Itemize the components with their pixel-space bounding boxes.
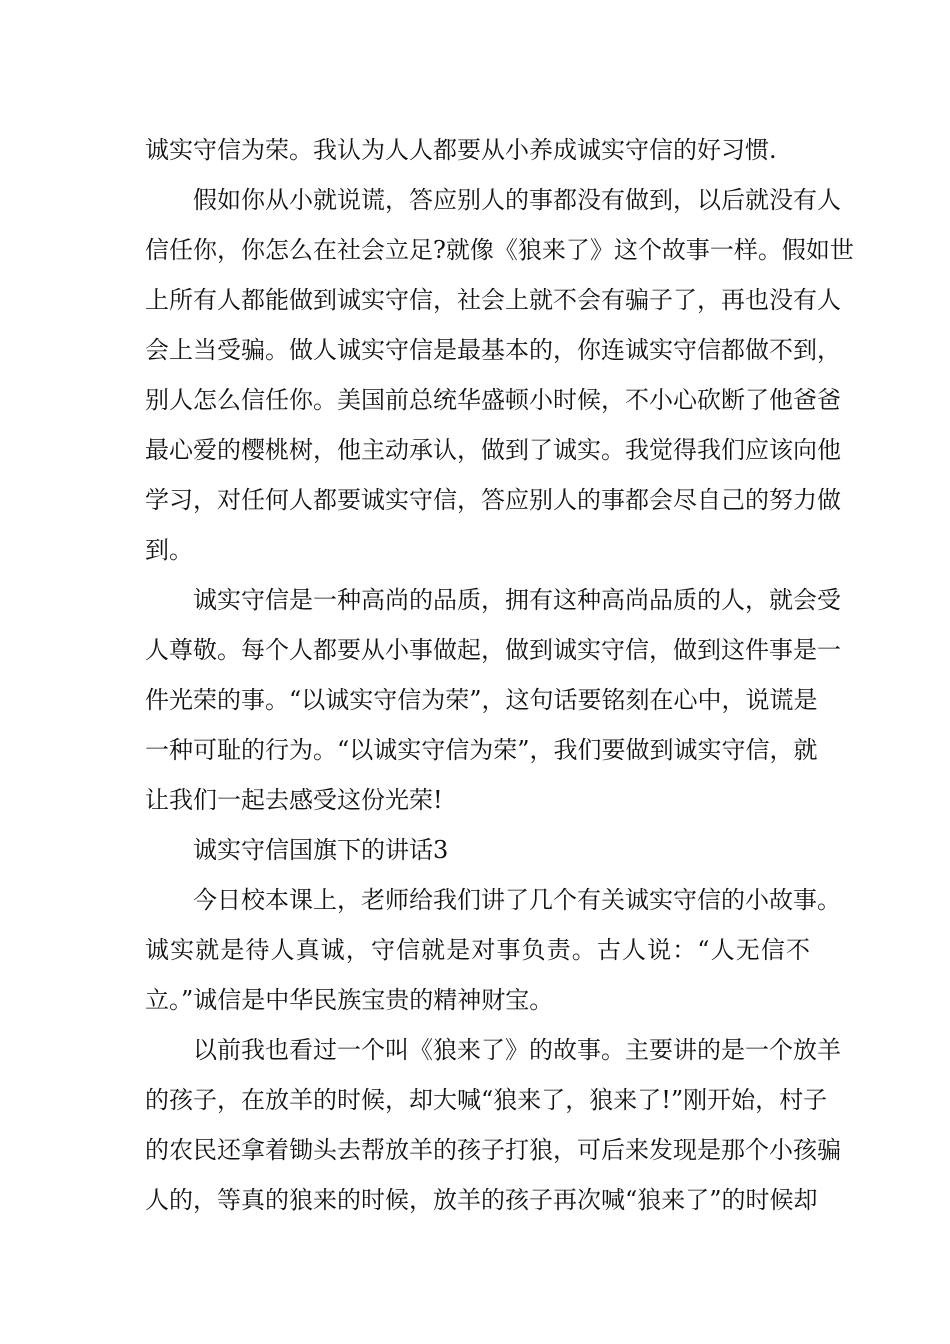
paragraph-first-line: 假如你从小就说谎，答应别人的事都没有做到，以后就没有人 — [193, 186, 841, 214]
paragraph-first-line: 诚实守信是一种高尚的品质，拥有这种高尚品质的人，就会受 — [193, 586, 841, 614]
section-heading: 诚实守信国旗下的讲话3 — [193, 836, 449, 864]
text-line: 人尊敬。每个人都要从小事做起，做到诚实守信，做到这件事是一 — [145, 636, 841, 664]
text-line: 上所有人都能做到诚实守信，社会上就不会有骗子了，再也没有人 — [145, 286, 841, 314]
text-line: 信任你，你怎么在社会立足?就像《狼来了》这个故事一样。假如世 — [145, 236, 854, 264]
text-line: 学习，对任何人都要诚实守信，答应别人的事都会尽自己的努力做 — [145, 486, 841, 514]
text-line: 到。 — [145, 536, 193, 564]
text-line: 别人怎么信任你。美国前总统华盛顿小时候，不小心砍断了他爸爸 — [145, 386, 841, 414]
text-line: 最心爱的樱桃树，他主动承认，做到了诚实。我觉得我们应该向他 — [145, 436, 841, 464]
text-line: 诚实守信为荣。我认为人人都要从小养成诚实守信的好习惯. — [145, 136, 777, 164]
text-line: 诚实就是待人真诚，守信就是对事负责。古人说：“人无信不 — [145, 936, 810, 964]
text-line: 件光荣的事。“以诚实守信为荣”，这句话要铭刻在心中，说谎是 — [145, 686, 818, 714]
text-line: 立。”诚信是中华民族宝贵的精神财宝。 — [145, 986, 554, 1014]
text-line: 一种可耻的行为。“以诚实守信为荣”，我们要做到诚实守信，就 — [145, 736, 818, 764]
text-line: 会上当受骗。做人诚实守信是最基本的，你连诚实守信都做不到， — [145, 336, 841, 364]
paragraph-first-line: 以前我也看过一个叫《狼来了》的故事。主要讲的是一个放羊 — [193, 1036, 841, 1064]
text-line: 的孩子，在放羊的时候，却大喊“狼来了，狼来了!”刚开始，村子 — [145, 1086, 828, 1114]
text-line: 人的，等真的狼来的时候，放羊的孩子再次喊“狼来了”的时候却 — [145, 1186, 818, 1214]
paragraph-first-line: 今日校本课上，老师给我们讲了几个有关诚实守信的小故事。 — [193, 886, 841, 914]
text-line: 让我们一起去感受这份光荣! — [145, 786, 443, 814]
text-line: 的农民还拿着锄头去帮放羊的孩子打狼，可后来发现是那个小孩骗 — [145, 1136, 841, 1164]
